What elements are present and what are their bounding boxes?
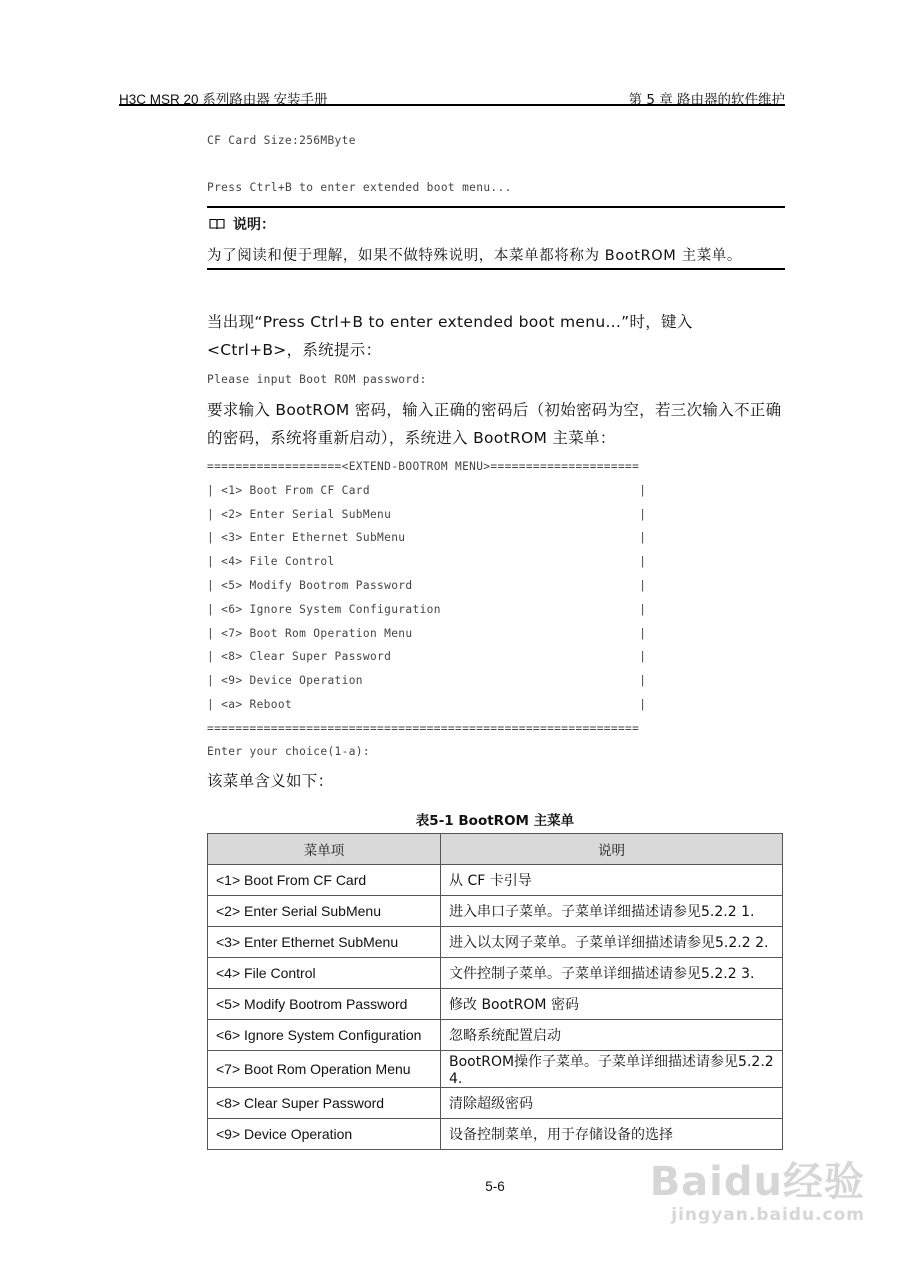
description-cell: 进入串口子菜单。子菜单详细描述请参见5.2.2 1. [441,896,783,927]
table-row [208,989,783,1020]
header-left: H3C MSR 20 系列路由器 安装手册 [119,92,328,107]
menu-line: | <1> Boot From CF Card | [207,484,647,497]
menu-line: | <2> Enter Serial SubMenu | [207,508,647,521]
description-cell: 清除超级密码 [441,1088,783,1119]
menu-item-cell: <4> File Control [208,958,441,989]
note-title [209,214,275,234]
menu-line: | <7> Boot Rom Operation Menu | [207,627,647,640]
menu-item-cell: <9> Device Operation [208,1119,441,1150]
menu-line: | <5> Modify Bootrom Password | [207,579,647,592]
code-password-prompt: Please input Boot ROM password: [207,373,427,386]
table-row [208,1020,783,1051]
paragraph-press-ctrl-b: 当出现“Press Ctrl+B to enter extended boot menu...”时，键入<Ctrl+B>，系统提示： [207,313,693,359]
paragraph-menu-meaning: 该菜单含义如下： [207,772,334,790]
description-cell: 文件控制子菜单。子菜单详细描述请参见5.2.2 3. [441,958,783,989]
table-row [208,896,783,927]
page-number: 5-6 [485,1179,505,1194]
description-cell: 进入以太网子菜单。子菜单详细描述请参见5.2.2 2. [441,927,783,958]
menu-line: | <4> File Control | [207,555,647,568]
code-press-ctrl-b: Press Ctrl+B to enter extended boot menu... [207,181,512,194]
menu-item-cell: <1> Boot From CF Card [208,865,441,896]
menu-item-cell: <8> Clear Super Password [208,1088,441,1119]
note-body: 为了阅读和便于理解，如果不做特殊说明，本菜单都将称为 BootROM 主菜单。 [207,248,742,264]
menu-item-cell: <2> Enter Serial SubMenu [208,896,441,927]
menu-line: | <9> Device Operation | [207,674,647,687]
table-header-menu-item: 菜单项 [208,834,441,865]
menu-line: | <a> Reboot | [207,698,647,711]
description-cell: BootROM操作子菜单。子菜单详细描述请参见5.2.2 4. [441,1051,783,1088]
table-caption: 表5-1 BootROM 主菜单 [415,813,575,829]
menu-item-cell: <6> Ignore System Configuration [208,1020,441,1051]
description-cell: 修改 BootROM 密码 [441,989,783,1020]
menu-line: | <3> Enter Ethernet SubMenu | [207,531,647,544]
note-title-text: 说明： [233,217,275,233]
description-cell: 设备控制菜单，用于存储设备的选择 [441,1119,783,1150]
menu-line: | <6> Ignore System Configuration | [207,603,647,616]
watermark-url: jingyan.baidu.com [671,1205,865,1225]
header-right: 第 5 章 路由器的软件维护 [628,92,785,108]
menu-item-cell: <5> Modify Bootrom Password [208,989,441,1020]
table-header-description: 说明 [441,834,783,865]
menu-line: ===================<EXTEND-BOOTROM MENU>===================== [207,460,640,473]
menu-line: ============================================================= [207,722,640,735]
table-row [208,1119,783,1150]
menu-line: | <8> Clear Super Password | [207,650,647,663]
baidu-watermark [650,1150,865,1225]
book-icon [209,218,225,230]
menu-item-cell: <3> Enter Ethernet SubMenu [208,927,441,958]
paragraph-password: 要求输入 BootROM 密码，输入正确的密码后（初始密码为空，若三次输入不正确的密码，系统将重新启动），系统进入 BootROM 主菜单： [207,401,782,447]
note-rule-bottom [207,268,785,270]
code-enter-choice: Enter your choice(1-a): [207,745,370,758]
table-row [208,1051,783,1088]
note-rule-top [207,206,785,208]
header-rule [119,104,785,106]
bootrom-menu-table [207,833,783,1150]
menu-item-cell: <7> Boot Rom Operation Menu [208,1051,441,1088]
description-cell: 忽略系统配置启动 [441,1020,783,1051]
table-header-row [208,834,783,865]
description-cell: 从 CF 卡引导 [441,865,783,896]
table-row [208,865,783,896]
table-row [208,1088,783,1119]
table-row [208,958,783,989]
code-cf-card-size: CF Card Size:256MByte [207,134,356,147]
table-row [208,927,783,958]
watermark-brand: Baidu经验 [649,1159,865,1205]
